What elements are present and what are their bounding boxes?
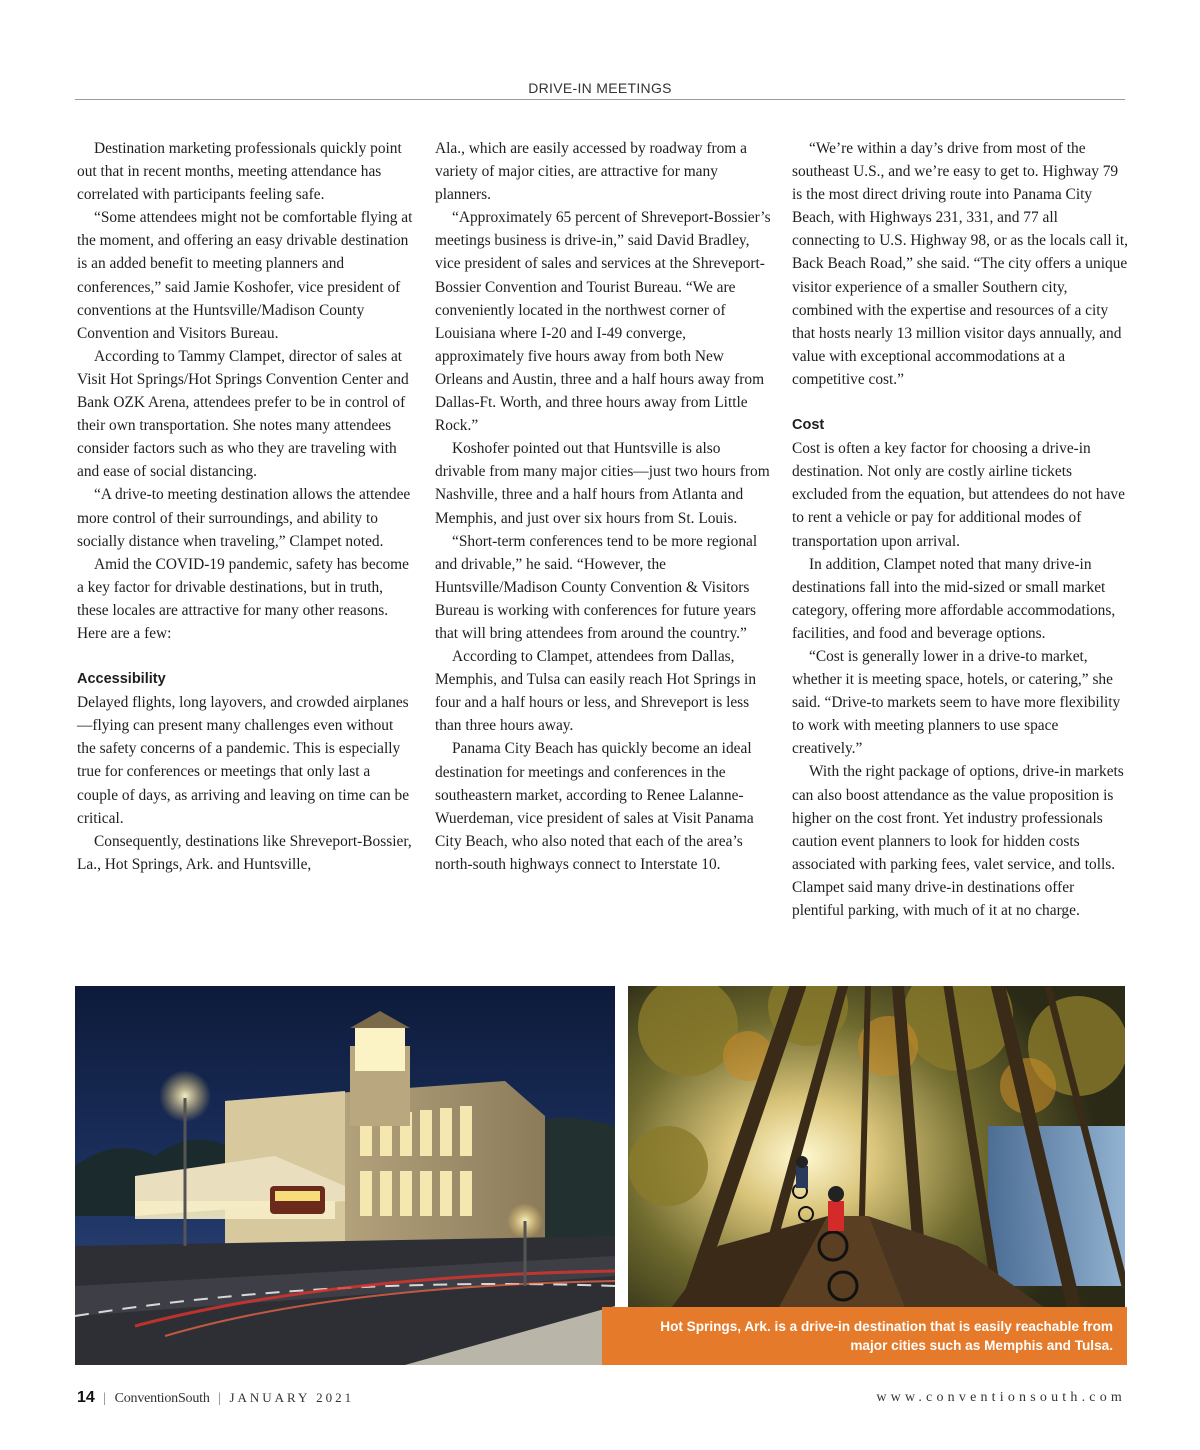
section-header [75, 79, 1125, 100]
footer-separator: | [218, 1391, 221, 1406]
magazine-name: ConventionSouth [114, 1391, 210, 1406]
paragraph: “We’re within a day’s drive from most of the southeast U.S., and we’re easy to get to. Highway 79 is the most direct driving route into Panama City Beach, with Highways 231, 331, and 77 all connecting to U.S. Highway 98, or as the locals call it, Back Beach Road,” she said. “The city offers a unique visitor experience of a smaller Southern city, combined with the expertise and resources of a city that hosts nearly 13 million visitor days annually, and value with exceptional accommodations at a competitive cost.” [792, 140, 1128, 388]
article-column-2 [435, 137, 773, 876]
subheading-accessibility: Accessibility [77, 671, 166, 688]
footer-left [77, 1388, 354, 1409]
paragraph: “Approximately 65 percent of Shreveport-Bossier’s meetings business is drive-in,” said David Bradley, vice president of sales and services at the Shreveport-Bossier Convention and Tourist Bureau. “We are conveniently located in the northwest corner of Louisiana where I-20 and I-49 converge, approximately five hours away from both New Orleans and Austin, three and a half hours away from Dallas-Ft. Worth, and three hours away from Little Rock.” [435, 209, 771, 435]
paragraph: Delayed flights, long layovers, and crowded airplanes—flying can present many challenges even without the safety concerns of a pandemic. This is especially true for conferences or meetings that only last a couple of days, as arriving and leaving on time can be critical. [77, 694, 410, 827]
issue-date: JANUARY 2021 [229, 1390, 355, 1405]
section-title: DRIVE-IN MEETINGS [528, 80, 672, 96]
website-url[interactable]: www.conventionsouth.com [876, 1390, 1126, 1405]
article-column-3 [792, 137, 1128, 922]
convention-center-image [75, 986, 615, 1365]
caption-line-2: major cities such as Memphis and Tulsa. [850, 1338, 1113, 1353]
paragraph: Cost is often a key factor for choosing a drive-in destination. Not only are costly airline tickets excluded from the equation, but attendees do not have to rent a vehicle or pay for additional modes of transportation upon arrival. [792, 440, 1125, 550]
paragraph: “Short-term conferences tend to be more regional and drivable,” he said. “However, the Huntsville/Madison County Convention & Visitors Bureau is working with conferences for future years that will bring attendees from around the country.” [435, 532, 758, 642]
footer-separator: | [103, 1391, 107, 1406]
paragraph: “Some attendees might not be comfortable flying at the moment, and offering an easy drivable destination is an added benefit to meeting planners and conferences,” said Jamie Koshofer, vice president of conventions at the Huntsville/Madison County Convention and Visitors Bureau. [77, 209, 413, 342]
paragraph: “A drive-to meeting destination allows the attendee more control of their surroundings, and ability to socially distance when traveling,” Clampet noted. [77, 486, 411, 550]
paragraph: Consequently, destinations like Shreveport-Bossier, La., Hot Springs, Ark. and Huntsville, [77, 832, 412, 873]
paragraph: “Cost is generally lower in a drive-to market, whether it is meeting space, hotels, or catering,” she said. “Drive-to markets seem to have more flexibility to work with meeting planners to use space creatively.” [792, 647, 1121, 758]
paragraph: Panama City Beach has quickly become an ideal destination for meetings and conferences in the southeastern market, according to Renee Lalanne-Wuerdeman, vice president of sales at Visit Panama City Beach, who also noted that each of the area’s north-south highways connect to Interstate 10. [435, 740, 754, 873]
caption-line-1: Hot Springs, Ark. is a drive-in destination that is easily reachable from [660, 1319, 1113, 1334]
page-number: 14 [77, 1389, 95, 1406]
paragraph: Amid the COVID-19 pandemic, safety has become a key factor for drivable destinations, but in truth, these locales are attractive for many other reasons. Here are a few: [77, 555, 409, 642]
paragraph: According to Tammy Clampet, director of sales at Visit Hot Springs/Hot Springs Convention Center and Bank OZK Arena, attendees prefer to be in control of their own transportation. She notes many attendees consider factors such as who they are traveling with and ease of social distancing. [77, 347, 409, 481]
paragraph: Ala., which are easily accessed by roadway from a variety of major cities, are attractive for many planners. [435, 140, 747, 204]
paragraph: Destination marketing professionals quickly point out that in recent months, meeting attendance has correlated with participants feeling safe. [77, 140, 402, 204]
paragraph: In addition, Clampet noted that many drive-in destinations fall into the mid-sized or small market category, offering more affordable accommodations, facilities, and food and beverage options. [792, 555, 1116, 642]
subheading-cost: Cost [792, 417, 825, 434]
article-column-1 [77, 137, 415, 876]
paragraph: Koshofer pointed out that Huntsville is also drivable from many major cities—just two hours from Nashville, three and a half hours from Atlanta and Memphis, and just over six hours from St. Louis. [435, 440, 770, 527]
paragraph: With the right package of options, drive-in markets can also boost attendance as the value proposition is higher on the cost front. Yet industry professionals caution event planners to look for hidden costs associated with parking fees, valet service, and tolls. Clampet said many drive-in destinations offer plentiful parking, with much of it at no charge. [792, 763, 1124, 919]
photo-caption [602, 1307, 1127, 1365]
convention-center-photo [75, 986, 615, 1365]
paragraph: According to Clampet, attendees from Dallas, Memphis, and Tulsa can easily reach Hot Springs in four and a half hours or less, and Shreveport is less than three hours away. [435, 648, 757, 735]
